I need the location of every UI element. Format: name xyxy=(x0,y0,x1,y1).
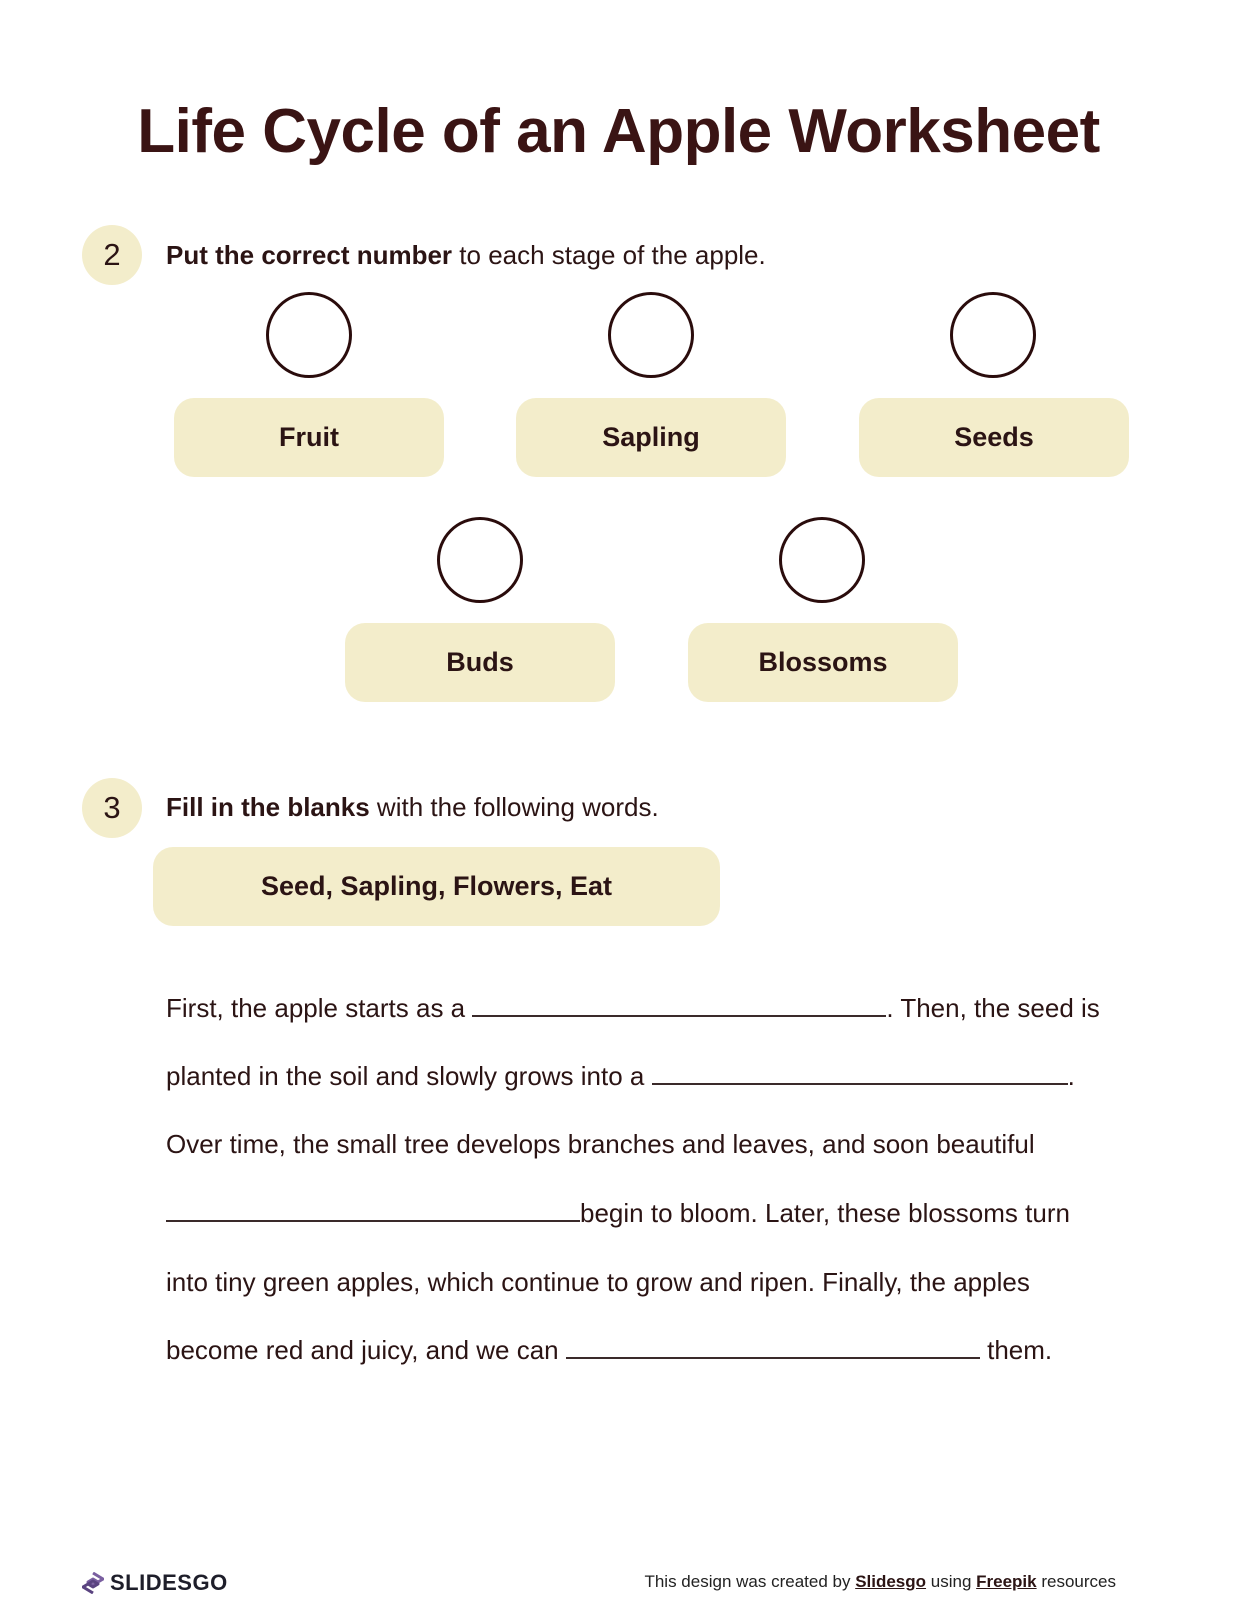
credit-suffix: resources xyxy=(1036,1572,1116,1591)
footer-credit xyxy=(644,1572,1116,1592)
stage-card-fruit xyxy=(174,398,444,477)
blank-4-eat[interactable] xyxy=(566,1335,980,1359)
slidesgo-logo-text: SLIDESGO xyxy=(110,1570,228,1595)
paragraph-line-3 xyxy=(166,1126,1035,1162)
stage-card-seeds xyxy=(859,398,1129,477)
section-3-number: 3 xyxy=(103,790,121,825)
slidesgo-logo-icon xyxy=(82,1572,104,1594)
line-text: . xyxy=(1067,1061,1075,1091)
stage-label: Seeds xyxy=(954,422,1034,452)
section-2-number-badge xyxy=(82,225,142,285)
paragraph-line-4 xyxy=(166,1195,1070,1231)
section-2-instruction-rest: to each stage of the apple. xyxy=(452,240,766,270)
paragraph-line-1 xyxy=(166,990,1100,1026)
stage-card-sapling xyxy=(516,398,786,477)
answer-circle-blossoms[interactable] xyxy=(779,517,865,603)
stage-label: Blossoms xyxy=(758,647,888,677)
credit-middle: using xyxy=(926,1572,977,1591)
blank-3-flowers[interactable] xyxy=(166,1198,580,1222)
section-2-instruction xyxy=(166,238,766,272)
section-2-number: 2 xyxy=(103,237,121,272)
line-text: First, the apple starts as a xyxy=(166,993,473,1023)
stage-card-blossoms xyxy=(688,623,958,702)
section-3-instruction-bold: Fill in the blanks xyxy=(166,792,370,822)
credit-prefix: This design was created by xyxy=(644,1572,856,1591)
answer-circle-seeds[interactable] xyxy=(950,292,1036,378)
paragraph-line-5 xyxy=(166,1264,1030,1300)
page-title: Life Cycle of an Apple Worksheet xyxy=(137,97,1100,166)
word-bank-text: Seed, Sapling, Flowers, Eat xyxy=(260,871,613,901)
line-text: into tiny green apples, which continue to grow and ripen. Finally, the apples xyxy=(166,1267,1030,1297)
slidesgo-link[interactable]: Slidesgo xyxy=(855,1572,927,1591)
stage-label: Buds xyxy=(446,647,514,677)
freepik-link[interactable]: Freepik xyxy=(976,1572,1037,1591)
section-3-instruction xyxy=(166,790,659,824)
answer-circle-buds[interactable] xyxy=(437,517,523,603)
line-text: Over time, the small tree develops branches and leaves, and soon beautiful xyxy=(166,1129,1035,1159)
line-text: . Then, the seed is xyxy=(886,993,1100,1023)
answer-circle-sapling[interactable] xyxy=(608,292,694,378)
slidesgo-logo[interactable] xyxy=(82,1570,228,1596)
stage-label: Fruit xyxy=(279,422,339,452)
line-text: become red and juicy, and we can xyxy=(166,1335,566,1365)
answer-circle-fruit[interactable] xyxy=(266,292,352,378)
line-text: planted in the soil and slowly grows into a xyxy=(166,1061,652,1091)
paragraph-line-2 xyxy=(166,1058,1075,1094)
paragraph-line-6 xyxy=(166,1332,1052,1368)
stage-label: Sapling xyxy=(602,422,700,452)
blank-2-sapling[interactable] xyxy=(652,1061,1068,1085)
stage-card-buds xyxy=(345,623,615,702)
section-3-instruction-rest: with the following words. xyxy=(369,792,659,822)
blank-1-seed[interactable] xyxy=(472,993,886,1017)
line-text: them. xyxy=(979,1335,1053,1365)
line-text: begin to bloom. Later, these blossoms turn xyxy=(580,1198,1070,1228)
section-3-number-badge xyxy=(82,778,142,838)
section-2-instruction-bold: Put the correct number xyxy=(166,240,453,270)
word-bank xyxy=(153,847,720,926)
